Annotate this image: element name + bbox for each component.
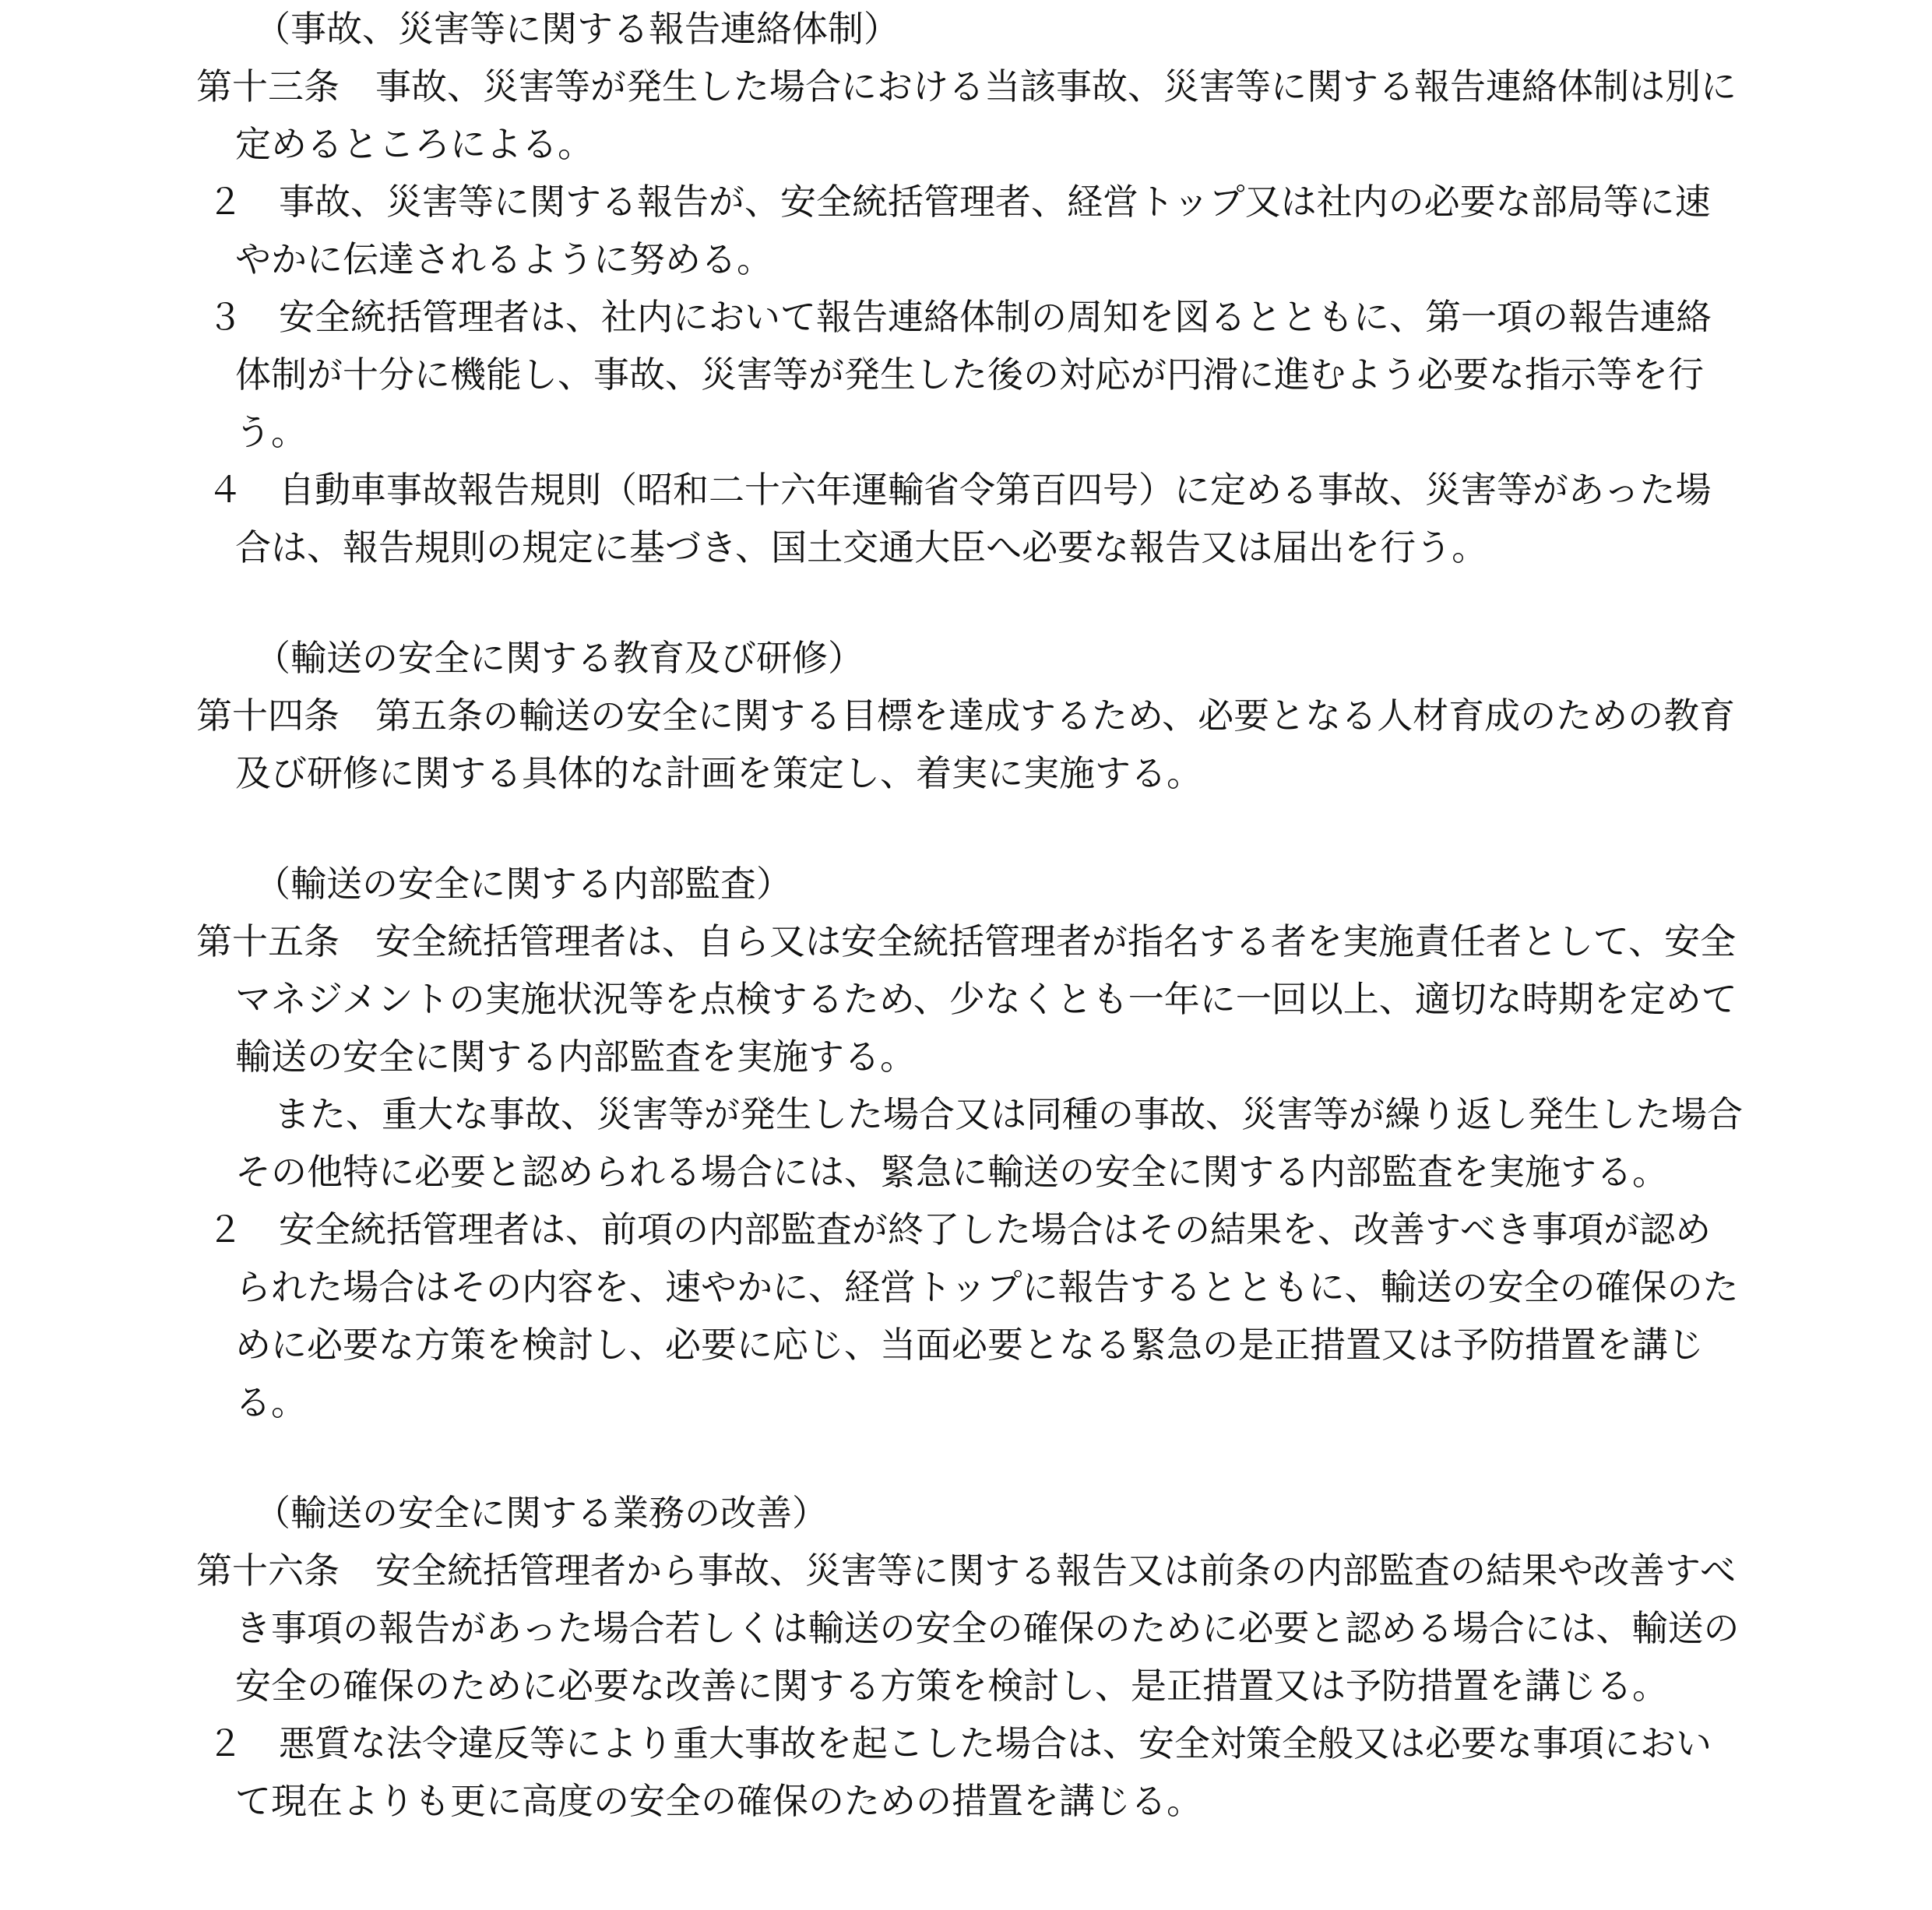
section-heading-14: （輸送の安全に関する教育及び研修） xyxy=(255,637,864,679)
section-heading-16: （輸送の安全に関する業務の改善） xyxy=(255,1492,828,1534)
article-16: 第十六条 安全統括管理者から事故、災害等に関する報告又は前条の内部監査の結果や改善すべき事項の報告があった場合若しくは輸送の安全の確保のために必要と認める場合には、輸送の安全の確保のために必要な改善に関する方策を検討し、是正措置又は予防措置を講じる。 xyxy=(196,1549,1740,1707)
section-heading-15: （輸送の安全に関する内部監査） xyxy=(255,863,792,905)
article-15-continuation: また、重大な事故、災害等が発生した場合又は同種の事故、災害等が繰り返し発生した場合その他特に必要と認められる場合には、緊急に輸送の安全に関する内部監査を実施する。 xyxy=(235,1093,1743,1193)
section-gap xyxy=(196,1431,1746,1484)
article-13-item-4: ４ 自動車事故報告規則（昭和二十六年運輸省令第百四号）に定める事故、災害等があった場合は、報告規則の規定に基づき、国土交通大臣へ必要な報告又は届出を行う。 xyxy=(207,469,1712,568)
article-15-item-2: ２ 安全統括管理者は、前項の内部監査が終了した場合はその結果を、改善すべき事項が認められた場合はその内容を、速やかに、経営トップに報告するとともに、輸送の安全の確保のために必要な方策を検討し、必要に応じ、当面必要となる緊急の是正措置又は予防措置を講じる。 xyxy=(207,1208,1739,1423)
section-heading-13: （事故、災害等に関する報告連絡体制） xyxy=(255,8,899,50)
article-14: 第十四条 第五条の輸送の安全に関する目標を達成するため、必要となる人材育成のための教育及び研修に関する具体的な計画を策定し、着実に実施する。 xyxy=(196,695,1736,794)
document-page xyxy=(196,0,1746,1830)
article-16-item-2: ２ 悪質な法令違反等により重大事故を起こした場合は、安全対策全般又は必要な事項において現在よりも更に高度の安全の確保のための措置を講じる。 xyxy=(207,1722,1712,1822)
article-13-item-2: ２ 事故、災害等に関する報告が、安全統括管理者、経営トップ又は社内の必要な部局等に速やかに伝達されるように努める。 xyxy=(207,181,1711,280)
section-gap xyxy=(196,576,1746,629)
article-13-item-3: ３ 安全統括管理者は、社内において報告連絡体制の周知を図るとともに、第一項の報告連絡体制が十分に機能し、事故、災害等が発生した後の対応が円滑に進むよう必要な指示等を行う。 xyxy=(207,296,1712,453)
article-15: 第十五条 安全統括管理者は、自ら又は安全統括管理者が指名する者を実施責任者として、安全マネジメントの実施状況等を点検するため、少なくとも一年に一回以上、適切な時期を定めて輸送の安全に関する内部監査を実施する。 xyxy=(196,920,1737,1078)
article-13: 第十三条 事故、災害等が発生した場合における当該事故、災害等に関する報告連絡体制は別に定めるところによる。 xyxy=(196,65,1737,165)
section-gap xyxy=(196,802,1746,855)
